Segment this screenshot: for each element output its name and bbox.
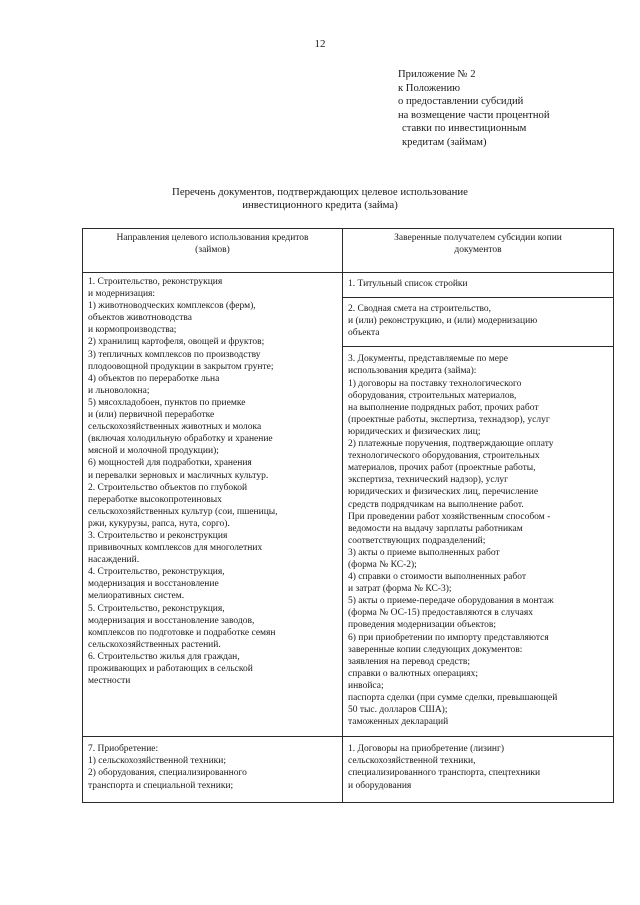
cell-text-line: и оборудования bbox=[348, 780, 412, 791]
cell-text-line: соответствующих подразделений; bbox=[348, 535, 486, 546]
cell-text-line: экспертиза, технический надзор), услуг bbox=[348, 475, 509, 486]
cell-text-line: средств подрядчикам на выполнение работ. bbox=[348, 499, 524, 510]
cell-text-line: (форма № ОС-15) предоставляются в случаях bbox=[348, 608, 533, 619]
table-row bbox=[83, 737, 614, 802]
cell-text-line: (форма № КС-2); bbox=[348, 559, 417, 570]
cell-text-line: специализированного транспорта, спецтехники bbox=[348, 768, 541, 779]
cell-text-line: модернизация и восстановление bbox=[88, 579, 219, 590]
cell-text-line: материалов, прочих работ (проектные работы, bbox=[348, 463, 536, 474]
cell-text-line: справки о валютных операциях; bbox=[348, 668, 479, 679]
appendix-line: к Положению bbox=[398, 82, 461, 94]
cell-text-line: 2) хранилищ картофеля, овощей и фруктов; bbox=[88, 337, 265, 348]
cell-text-line: плодоовощной продукции в закрытом грунте; bbox=[88, 361, 274, 372]
cell-text-line: комплексов по подготовке и подработке семян bbox=[88, 627, 276, 638]
page-number: 12 bbox=[314, 38, 326, 50]
cell-text-line: юридических и физических лиц, перечисление bbox=[348, 487, 539, 498]
cell-text-line: паспорта сделки (при сумме сделки, превышающей bbox=[348, 693, 558, 703]
cell-text-line: и кормопроизводства; bbox=[88, 325, 177, 336]
cell-text-line: мясной и молочной продукции); bbox=[88, 446, 219, 457]
cell-text-line: местности bbox=[88, 676, 131, 687]
cell-text-line: (включая холодильную обработку и хранение bbox=[88, 434, 273, 445]
cell-text-line: и (или) реконструкцию, и (или) модернизацию bbox=[348, 316, 538, 327]
cell-text-line: использования кредита (займа): bbox=[348, 366, 477, 377]
header-left-line: (займов) bbox=[195, 245, 230, 256]
cell-text-line: и (или) первичной переработке bbox=[88, 410, 215, 421]
cell-text-line: 4) справки о стоимости выполненных работ bbox=[348, 572, 527, 583]
cell-text-line: переработке высокопротеиновых bbox=[88, 494, 222, 505]
cell-text-line: 6. Строительство жилья для граждан, bbox=[88, 651, 240, 662]
cell-text-line: 3) акты о приеме выполненных работ bbox=[348, 547, 500, 558]
cell-text-line: 5) мясохладобоен, пунктов по приемке bbox=[88, 397, 246, 408]
cell-text-line: объектов животноводства bbox=[88, 313, 192, 324]
cell-text-line: 1) сельскохозяйственной техники; bbox=[88, 756, 227, 767]
cell-text-line: проведения модернизации объектов; bbox=[348, 620, 496, 631]
cell-text-line: насаждений. bbox=[88, 555, 140, 566]
cell-text-line: 50 тыс. долларов США); bbox=[348, 705, 448, 716]
cell-text-line: мелиоративных систем. bbox=[88, 591, 185, 602]
header-left bbox=[83, 229, 343, 273]
appendix-block bbox=[398, 68, 618, 150]
header-right-line: Заверенные получателем субсидии копии bbox=[394, 233, 562, 243]
appendix-line: кредитам (займам) bbox=[402, 136, 487, 148]
cell-text-line: объекта bbox=[348, 328, 380, 339]
cell-text-line: транспорта и специальной техники; bbox=[88, 780, 234, 791]
cell-text-line: и льноволокна; bbox=[88, 385, 150, 396]
cell-text-line: модернизация и восстановление заводов, bbox=[88, 615, 255, 626]
cell-text-line: 3) тепличных комплексов по производству bbox=[88, 349, 261, 360]
document-title bbox=[0, 186, 640, 213]
header-right bbox=[343, 229, 614, 273]
cell-text-line: 2. Сводная смета на строительство, bbox=[348, 304, 492, 315]
cell-text-line: 4. Строительство, реконструкция, bbox=[88, 567, 225, 578]
cell-text-line: 3. Строительство и реконструкция bbox=[88, 530, 228, 541]
appendix-line: о предоставлении субсидий bbox=[398, 96, 524, 108]
cell-text-line: 5. Строительство, реконструкция, bbox=[88, 603, 225, 614]
appendix-line: ставки по инвестиционным bbox=[402, 123, 527, 135]
right-item3-cell bbox=[343, 347, 614, 737]
cell-text-line: 1. Договоры на приобретение (лизинг) bbox=[348, 744, 505, 755]
cell-text-line: таможенных деклараций bbox=[348, 717, 449, 728]
appendix-line: Приложение № 2 bbox=[398, 69, 476, 80]
cell-text-line: оборудования, строительных материалов, bbox=[348, 390, 517, 401]
cell-text-line: юридических и физических лиц; bbox=[348, 426, 481, 437]
table-row bbox=[83, 273, 614, 298]
right-item2-cell bbox=[343, 298, 614, 347]
cell-text-line: проживающих и работающих в сельской bbox=[88, 664, 253, 674]
cell-text-line: сельскохозяйственных растений. bbox=[88, 639, 221, 650]
cell-text-line: 2) оборудования, специализированного bbox=[88, 768, 247, 779]
cell-text-line: 2) платежные поручения, подтверждающие оплату bbox=[348, 439, 554, 450]
appendix-line: на возмещение части процентной bbox=[398, 109, 550, 121]
cell-text-line: прививочных комплексов для многолетних bbox=[88, 543, 263, 554]
cell-text-line: 1) договоры на поставку технологического bbox=[348, 378, 522, 389]
table-header-row bbox=[83, 229, 614, 273]
title-line: Перечень документов, подтверждающих целевое использование bbox=[172, 186, 468, 198]
cell-text-line: 7. Приобретение: bbox=[88, 744, 159, 755]
left-main-cell bbox=[83, 273, 343, 737]
cell-text-line: сельскохозяйственной техники, bbox=[348, 756, 476, 767]
header-left-line: Направления целевого использования кредитов bbox=[116, 233, 309, 243]
cell-text-line: на выполнение подрядных работ, прочих работ bbox=[348, 402, 539, 413]
cell-text-line: При проведении работ хозяйственным способом - bbox=[348, 511, 551, 522]
cell-text-line: ведомости на выдачу зарплаты работникам bbox=[348, 523, 523, 534]
cell-text-line: 4) объектов по переработке льна bbox=[88, 373, 220, 384]
cell-text-line: и модернизация: bbox=[88, 289, 156, 300]
cell-text-line: 6) мощностей для подработки, хранения bbox=[88, 458, 252, 469]
cell-text-line: технологического оборудования, строительных bbox=[348, 451, 540, 462]
cell-text-line: 6) при приобретении по импорту представляются bbox=[348, 632, 549, 643]
left-item7-cell bbox=[83, 737, 343, 802]
cell-text-line: и перевалки зерновых и масличных культур. bbox=[88, 470, 269, 481]
cell-text-line: 2. Строительство объектов по глубокой bbox=[88, 482, 248, 493]
cell-text-line: заявления на перевод средств; bbox=[348, 656, 471, 667]
title-line: инвестиционного кредита (займа) bbox=[242, 199, 398, 212]
cell-text-line: (проектные работы, экспертиза, технадзор), услуг bbox=[348, 414, 550, 425]
cell-text-line: заверенные копии следующих документов: bbox=[348, 644, 523, 655]
cell-text-line: 1. Титульный список стройки bbox=[348, 279, 468, 289]
cell-text-line: инвойса; bbox=[348, 680, 384, 691]
documents-table bbox=[82, 228, 614, 803]
cell-text-line: 1. Строительство, реконструкция bbox=[88, 277, 223, 287]
cell-text-line: 1) животноводческих комплексов (ферм), bbox=[88, 301, 256, 312]
cell-text-line: сельскохозяйственных животных и молока bbox=[88, 422, 262, 433]
right-item1-cell bbox=[343, 273, 614, 298]
cell-text-line: сельскохозяйственных культур (сои, пшеницы, bbox=[88, 506, 278, 517]
cell-text-line: 5) акты о приеме-передаче оборудования в монтаж bbox=[348, 596, 554, 607]
right-item7-cell bbox=[343, 737, 614, 802]
cell-text-line: и затрат (форма № КС-3); bbox=[348, 584, 452, 595]
cell-text-line: 3. Документы, представляемые по мере bbox=[348, 354, 508, 365]
cell-text-line: ржи, кукурузы, рапса, нута, сорго). bbox=[88, 518, 230, 529]
header-right-line: документов bbox=[454, 245, 502, 256]
